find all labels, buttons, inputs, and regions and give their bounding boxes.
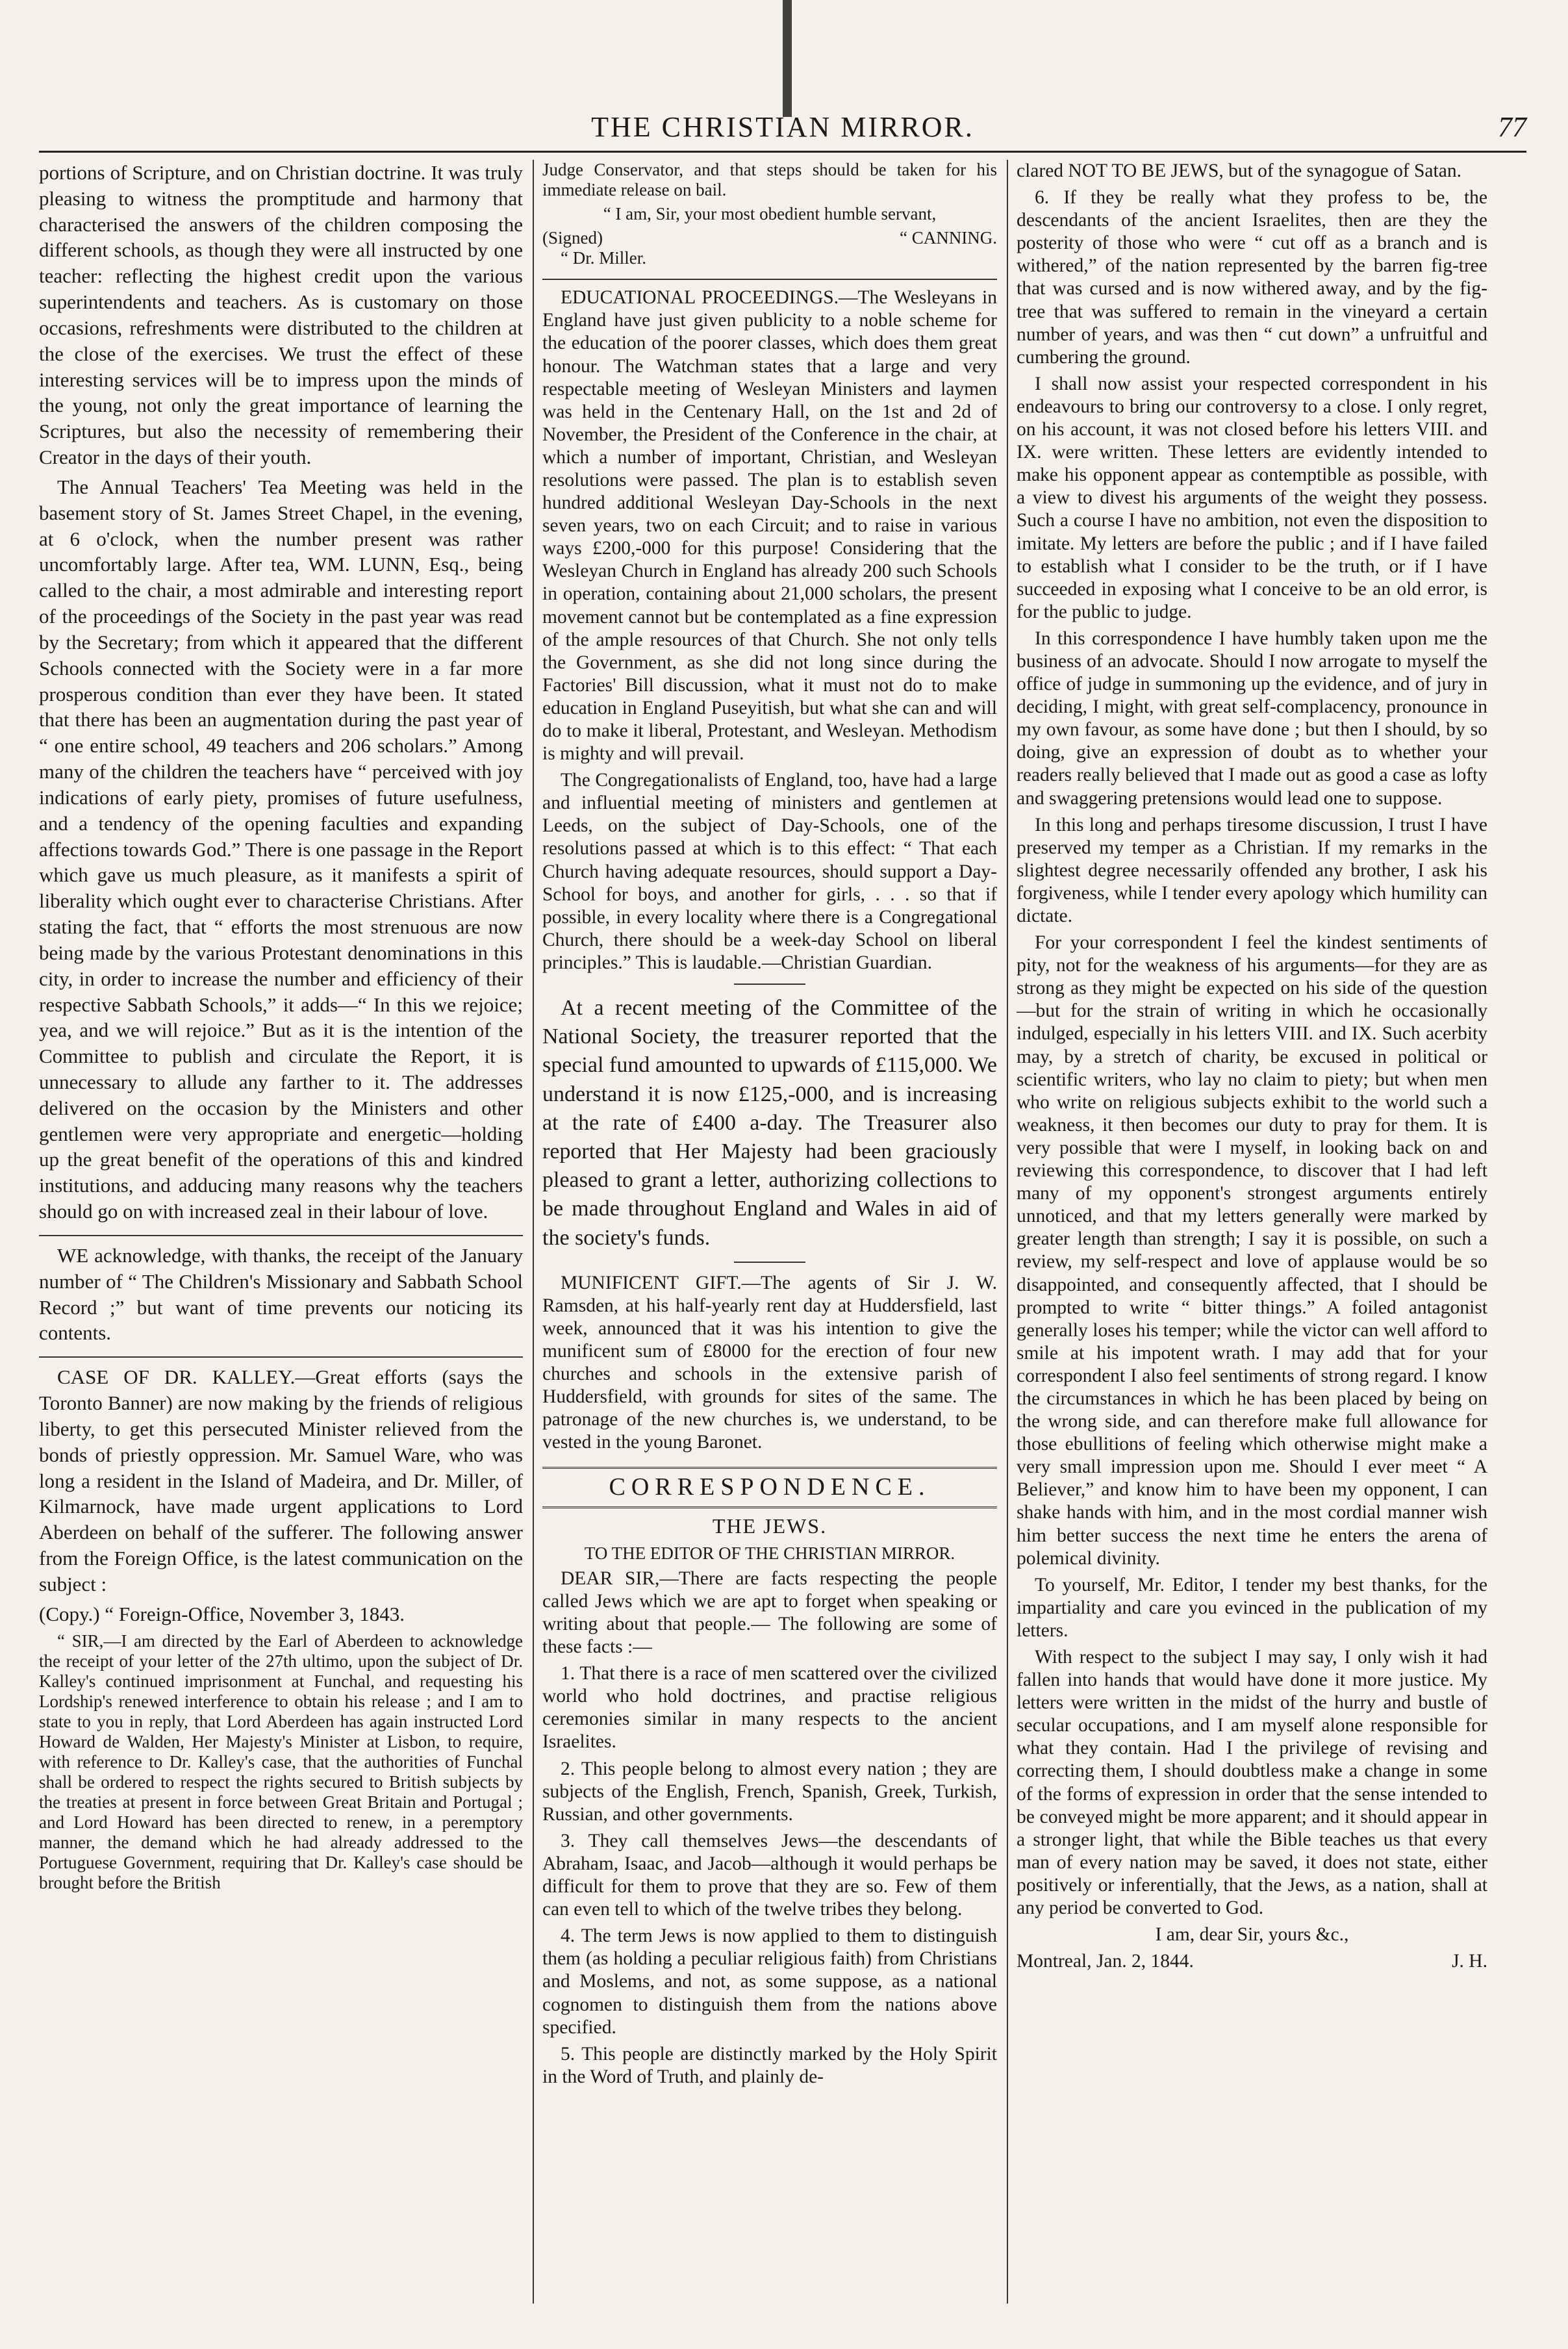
letter-paragraph: clared NOT TO BE JEWS, but of the synagogue of Satan. — [1017, 160, 1461, 181]
column-1 — [39, 160, 523, 2304]
article-paragraph: CASE OF DR. KALLEY.—Great efforts (says the Toronto Banner) are now making by the friends of religious liberty, to get this persecuted Minister relieved from the bonds of priestly oppression. Mr. Samuel Ware, who was long a resident in the Island of Madeira, and Dr. Miller, of Kilmarnock, have made urgent applications to Lord Aberdeen on behalf of the sufferer. The following answer from the Foreign Office, is the latest communication on the subject : — [39, 1365, 523, 1595]
letter-paragraph: 3. They call themselves Jews—the descendants of Abraham, Isaac, and Jacob—although it would perhaps be difficult for them to prove that they are so. Few of them can even tell to which of the twelve tribes they belong. — [542, 1830, 997, 1920]
letter-closing: “ I am, Sir, your most obedient humble servant, — [603, 204, 937, 224]
masthead: THE CHRISTIAN MIRROR. — [591, 111, 974, 143]
article-paragraph: portions of Scripture, and on Christian doctrine. It was truly pleasing to witness the promptitude and harmony that characterised the answers of the children composing the different schools, as though they were all instructed by one teacher: reflecting the highest credit upon the various superintendents and teachers. As is customary on those occasions, refreshments were distributed to the children at the close of the exercises. We trust the effect of these interesting services will be to impress upon the minds of the young, not only the great importance of learning the Scriptures, but also the necessity of remembering their Creator in the days of their youth. — [39, 161, 523, 469]
article-paragraph: MUNIFICENT GIFT.—The agents of Sir J. W. Ramsden, at his half-yearly rent day at Huddersfield, last week, announced that it was his intention to give the munificent sum of £8000 for the erection of four new churches and schools in the extensive parish of Huddersfield, with grounds for sites of the same. The patronage of the new churches is, we understand, to be vested in the young Baronet. — [542, 1272, 997, 1453]
column-divider — [533, 160, 534, 2304]
letter-address: TO THE EDITOR OF THE CHRISTIAN MIRROR. — [584, 1543, 955, 1563]
letter-paragraph: In this long and perhaps tiresome discussion, I trust I have preserved my temper as a Christian. If my remarks in the slightest degree necessarily offended any brother, I ask his forgiveness, while I tender every apology which humility can dictate. — [1017, 814, 1487, 926]
letter-paragraph: “ SIR,—I am directed by the Earl of Aberdeen to acknowledge the receipt of your letter of the 27th ultimo, upon the subject of Dr. Kalley's continued imprisonment at Funchal, and requesting his Lordship's renewed interference to obtain his release ; and I am to state to you in reply, that Lord Aberdeen has again instructed Lord Howard de Walden, Her Majesty's Minister at Lisbon, to require, with reference to Dr. Kalley's case, that the authorities of Funchal shall be ordered to respect the rights secured to British subjects by the treaties at present in force between Great Britain and Portugal ; and Lord Howard has been directed to renew, in a peremptory manner, the demand which he had already addressed to the Portuguese Government, requiring that Dr. Kalley's case should be brought before the British — [39, 1631, 523, 1893]
letter-paragraph: 1. That there is a race of men scattered over the civilized world who hold doctrines, and practise religious ceremonies similar in many respects to the ancient Israelites. — [542, 1663, 997, 1753]
article-separator — [542, 279, 997, 280]
letter-heading: (Copy.) “ Foreign-Office, November 3, 1843. — [39, 1602, 405, 1625]
addressee: “ Dr. Miller. — [561, 248, 646, 268]
column-2 — [542, 160, 997, 2304]
letter-signature: J. H. — [1452, 1951, 1487, 1972]
letter-paragraph: 2. This people belong to almost every nation ; they are subjects of the English, French, Spanish, Greek, Turkish, Russian, and other governments. — [542, 1758, 997, 1825]
letter-paragraph: 5. This people are distinctly marked by the Holy Spirit in the Word of Truth, and plainly de- — [542, 2043, 997, 2087]
letter-paragraph: For your correspondent I feel the kindest sentiments of pity, not for the weakness of his arguments—for they are as strong as they might be expected on his side of the question—but for the strain of writing in which he occasionally indulged, especially in his letters VIII. and IX. Such acerbity may, by a stretch of charity, be excused in political or scientific writers, who lay no claim to piety; but when men who write on religious subjects exhibit to the world such a weakness, it then becomes our duty to pray for them. It is very possible that were I myself, in looking back on and reviewing this correspondence, to discover that I had left many of my opponent's strongest arguments entirely unnoticed, and that my letters generally were marked by greater length than strength; I say it is possible, on such a review, my self-respect and love of applause would be so disappointed, and consequently affected, that I should be prompted to write “ bitter things.” A foiled antagonist generally loses his temper; while the victor can well afford to smile at his impotent wrath. I may add that for your correspondent I also feel sentiments of strong regard. I know the circumstances in which he has been placed by being on the wrong side, and can therefore make full allowance for those ebullitions of feeling which otherwise might make a very small impression upon me. Should I ever meet “ A Believer,” and know him to have been my opponent, I can shake hands with him, and in the most cordial manner wish him better success the next time he enters the arena of polemical divinity. — [1017, 932, 1487, 1569]
letter-closing: I am, dear Sir, yours &c., — [1155, 1924, 1349, 1946]
page-number: 77 — [1498, 111, 1526, 143]
article-separator — [39, 1356, 523, 1358]
letter-paragraph: 4. The term Jews is now applied to them to distinguish them (as holding a peculiar religious faith) from Christians and Moslems, and not, as some suppose, as a national cognomen to distinguish them from the nations above specified. — [542, 1925, 997, 2038]
letter-paragraph: To yourself, Mr. Editor, I tender my best thanks, for the impartiality and care you evinced in the publication of my letters. — [1017, 1574, 1487, 1641]
article-paragraph: At a recent meeting of the Committee of the National Society, the treasurer reported that the special fund amounted to upwards of £115,000. We understand it is now £125,-000, and is increasing at the rate of £400 a-day. The Treasurer also reported that Her Majesty had been graciously pleased to grant a letter, authorizing collections to be made throughout England and Wales in aid of the society's funds. — [542, 996, 997, 1250]
page-fold-mark — [783, 0, 792, 117]
article-paragraph: The Annual Teachers' Tea Meeting was held in the basement story of St. James Street Chapel, in the evening, at 6 o'clock, when the number present was rather uncomfortably large. After tea, WM. LUNN, Esq., being called to the chair, a most admirable and interesting report of the proceedings of the Society in the past year was read by the Secretary; from which it appeared that the different Schools connected with the Society were in a far more prosperous condition than ever they have been. It stated that there has been an augmentation during the past year of “ one entire school, 49 teachers and 206 scholars.” Among many of the children the teachers have “ perceived with joy indications of early piety, promises of future usefulness, and a tendency of the opening faculties and expanding affections towards God.” There is one passage in the Report which gave us much pleasure, as it manifests a spirit of liberality which ought ever to characterise Christians. After stating the fact, that “ efforts the most strenuous are now being made by the various Protestant denominations in this city, in order to increase the number and efficiency of their respective Sabbath Schools,” it adds—“ In this we rejoice; yea, and we will rejoice.” But as it is the intention of the Committee to publish and circulate the Report, it is unnecessary to allude any farther to it. The addresses delivered on the occasion by the Ministers and other gentlemen were very appropriate and energetic—holding up the great benefit of the operations of this and kindred institutions, and adducing many reasons why the teachers should go on with increased zeal in their labour of love. — [39, 475, 523, 1223]
article-paragraph: The Congregationalists of England, too, have had a large and influential meeting of ministers and gentlemen at Leeds, on the subject of Day-Schools, one of the resolutions passed at which is to this effect: “ That each Church having adequate resources, should support a Day-School for boys, and another for girls, . . . so that if possible, in every locality where there is a Congregational Church, there should be a week-day School on liberal principles.” This is laudable.—Christian Guardian. — [542, 770, 997, 973]
column-3 — [1017, 160, 1487, 2304]
article-paragraph: EDUCATIONAL PROCEEDINGS.—The Wesleyans in England have just given publicity to a noble scheme for the education of the poorer classes, which does them great honour. The Watchman states that a large and very respectable meeting of Wesleyan Ministers and laymen was held in the Centenary Hall, on the 1st and 2d of November, the President of the Conference in the chair, at which a number of important, Christian, and Wesleyan resolutions were passed. The plan is to establish seven hundred additional Wesleyan Day-Schools in the next seven years, two on each Circuit; and to raise in various ways £200,-000 for this purpose! Considering that the Wesleyan Church in England has already 200 such Schools in operation, containing about 21,000 scholars, the present movement cannot but be contemplated as a fine expression of the ample resources of that Church. She not only tells the Government, as she did not long since during the Factories' Bill discussion, what it must not do to make education in England Puseyitish, but what she can and will do to make it liberal, Protestant, and Wesleyan. Methodism is mighty and will prevail. — [542, 287, 997, 765]
letter-paragraph: DEAR SIR,—There are facts respecting the people called Jews which we are apt to forget when speaking or writing about that people.— The following are some of these facts :— — [542, 1568, 997, 1658]
signature-line — [542, 228, 997, 248]
article-paragraph: WE acknowledge, with thanks, the receipt of the January number of “ The Children's Missionary and Sabbath School Record ;” but want of time prevents our noticing its contents. — [39, 1243, 523, 1345]
letter-title: THE JEWS. — [712, 1514, 828, 1538]
letter-paragraph: I shall now assist your respected correspondent in his endeavours to bring our controversy to a close. I only regret, on his account, it was not closed before his letters VIII. and IX. were written. These letters are evidently intended to make his opponent appear as contemptible as possible, with a view to divest his arguments of the weight they possess. Such a course I have no ambition, not even the disposition to imitate. My letters are before the public ; and if I have failed to establish what I consider to be the truth, or if I have succeeded in exposing what I conceive to be an old error, is for the public to judge. — [1017, 373, 1487, 622]
signed-label: (Signed) — [542, 228, 603, 248]
section-heading: CORRESPONDENCE. — [542, 1467, 997, 1508]
article-separator — [734, 1262, 805, 1263]
page-header — [39, 110, 1526, 149]
signer-name: “ CANNING. — [900, 228, 997, 248]
column-divider — [1007, 160, 1008, 2304]
letter-date: Montreal, Jan. 2, 1844. — [1017, 1951, 1194, 1972]
dateline — [1017, 1950, 1487, 1973]
letter-paragraph: 6. If they be really what they profess to be, the descendants of the ancient Israelites, then are they the posterity of those who were “ cut off as a branch and is withered,” of the nation represented by the barren fig-tree that was cursed and is now withered away, and by the fig-tree that was suffered to remain in the vineyard a certain number of years, and was then “ cut down” a unfruitful and cumbering the ground. — [1017, 187, 1487, 368]
header-rule — [39, 151, 1526, 153]
letter-paragraph: Judge Conservator, and that steps should be taken for his immediate release on bail. — [542, 160, 997, 200]
letter-paragraph: With respect to the subject I may say, I only wish it had fallen into hands that would have done it more justice. My letters were written in the midst of the hurry and bustle of secular occupations, and I am myself alone responsible for what they contain. Had I the privilege of revising and correcting them, I should doubtless make a change in some of the forms of expression in order that the sense intended to be conveyed might be more apparent; and it should appear in a stronger light, that while the Bible teaches us that every man of every nation may be saved, it does not state, either positively or inferentially, that the Jews, as a nation, shall at any period be converted to God. — [1017, 1647, 1487, 1919]
article-separator — [734, 984, 805, 985]
letter-paragraph: In this correspondence I have humbly taken upon me the business of an advocate. Should I now arrogate to myself the office of judge in summoning up the evidence, and of jury in deciding, I might, with great self-complacency, pronounce in my own favour, as some have done ; but then I should, by so doing, give an expression of doubt as to whether your readers really believed that I made out as good a case as lofty and swaggering pretensions would lead one to suppose. — [1017, 628, 1487, 809]
article-separator — [39, 1235, 523, 1236]
